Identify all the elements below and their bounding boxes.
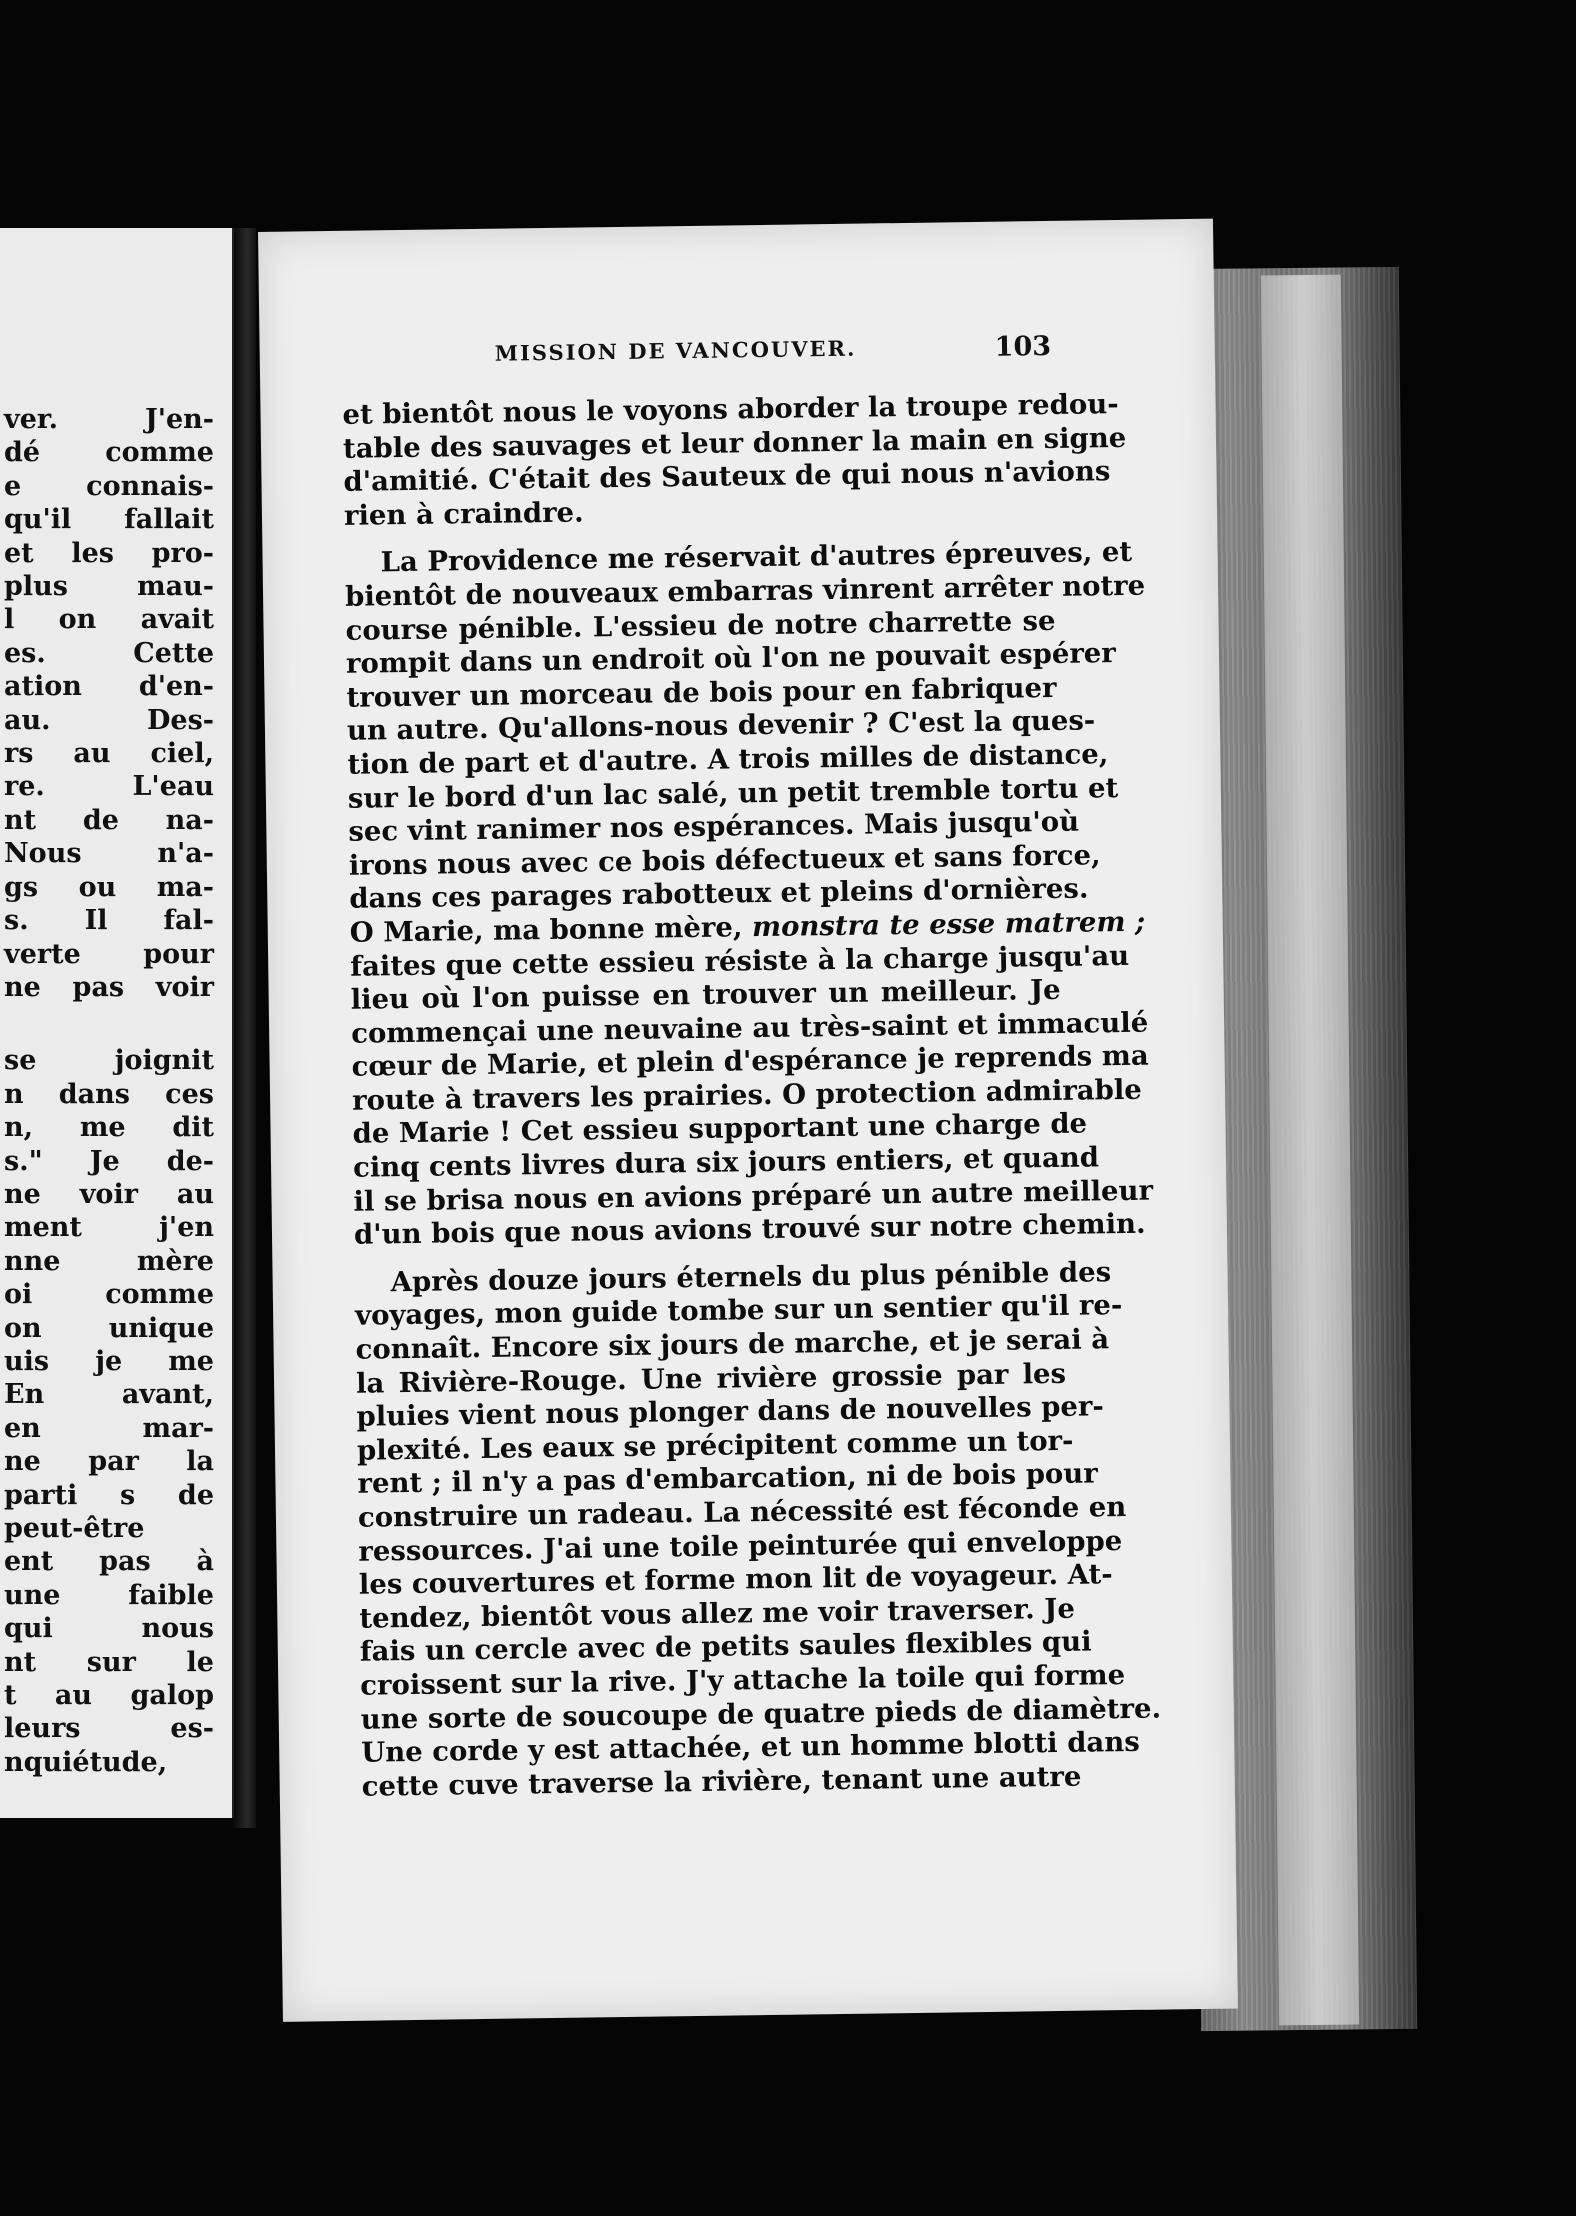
text-line: cœur de Marie, et plein d'espérance je reprends ma xyxy=(351,1039,1149,1084)
text-line: une sorte de soucoupe de quatre pieds de diamètre. xyxy=(360,1692,1162,1736)
text-line: e connais- xyxy=(4,470,214,502)
text-line: dé comme xyxy=(4,437,214,469)
text-line: ne par la xyxy=(4,1446,214,1478)
text-line: ne pas voir xyxy=(4,971,214,1003)
paragraph-1 xyxy=(342,388,1127,533)
text-line: qui nous xyxy=(4,1613,214,1645)
text-line: trouver un morceau de bois pour en fabriquer xyxy=(346,671,1057,714)
text-line: qu'il fallait xyxy=(4,504,214,536)
text-line: plus mau- xyxy=(4,571,214,603)
line-gap xyxy=(4,1004,214,1044)
text-line: pluies vient nous plonger dans de nouvelles per- xyxy=(356,1390,1105,1433)
text-line: se joignit xyxy=(4,1045,214,1077)
text-line: ressources. J'ai une toile peinturée qui enveloppe xyxy=(358,1524,1123,1568)
text-line: Une corde y est attachée, et un homme blotti dans xyxy=(361,1725,1140,1769)
text-line: route à travers les prairies. O protection admirable xyxy=(351,1073,1143,1117)
text-line: rompit dans un endroit où l'on ne pouvait espérer xyxy=(345,637,1117,680)
text-line: construire un radeau. La nécessité est féconde en xyxy=(357,1491,1127,1534)
text-line: en mar- xyxy=(4,1412,214,1444)
text-line: nt sur le xyxy=(4,1646,214,1678)
text-line: d'un bois que nous avions trouvé sur notre chemin. xyxy=(353,1207,1146,1252)
text-line: croissent sur la rive. J'y attache la toile qui forme xyxy=(360,1659,1126,1702)
text-line: s." Je de- xyxy=(4,1145,214,1177)
running-title: MISSION DE VANCOUVER. xyxy=(494,335,857,366)
text-line: es. Cette xyxy=(4,637,214,669)
text-line: t au galop xyxy=(4,1680,214,1712)
text-line: commençai une neuvaine au très-saint et immaculé xyxy=(350,1006,1149,1050)
text-line: irons nous avec ce bois défectueux et sans force, xyxy=(348,839,1101,882)
text-line: s. Il fal- xyxy=(4,905,214,937)
text-line: d'amitié. C'était des Sauteux de qui nous n'avions xyxy=(343,455,1111,499)
text-line: rien à craindre. xyxy=(343,496,584,532)
text-line: ation d'en- xyxy=(4,671,214,703)
running-head xyxy=(260,331,1060,382)
text-line: n, me dit xyxy=(4,1112,214,1144)
text-line: verte pour xyxy=(4,938,214,970)
text-line: leurs es- xyxy=(4,1713,214,1745)
text-line: bientôt de nouveaux embarras vinrent arrêter notre xyxy=(344,569,1146,613)
text-line: plexité. Les eaux se précipitent comme un tor- xyxy=(356,1424,1074,1467)
text-line: table des sauvages et leur donner la main en signe xyxy=(342,421,1127,465)
latin-phrase: monstra te esse matrem ; xyxy=(751,905,1146,944)
text-line: La Providence me réservait d'autres épreuves, et xyxy=(380,536,1133,579)
text-line: ver. J'en- xyxy=(4,404,214,435)
text-line: n dans ces xyxy=(4,1078,214,1110)
text-line: on unique xyxy=(4,1312,214,1344)
text-line: En avant, xyxy=(4,1379,214,1411)
text-line: re. L'eau xyxy=(4,771,214,803)
text-line: de Marie ! Cet essieu supportant une charge de xyxy=(352,1107,1088,1151)
text-line: fais un cercle avec de petits saules flexibles qui xyxy=(359,1625,1092,1669)
text-line: lieu où l'on puisse en trouver un meilleur. Je xyxy=(350,973,1061,1016)
page-body xyxy=(342,388,1162,1804)
text-line: voyages, mon guide tombe sur un sentier qu'il re- xyxy=(354,1289,1123,1333)
text-line: oi comme xyxy=(4,1279,214,1311)
text-line: gs ou ma- xyxy=(4,871,214,903)
text-line: ne voir au xyxy=(4,1178,214,1210)
text-line: ent pas à xyxy=(4,1546,214,1578)
text-line: peut-être xyxy=(4,1513,145,1544)
text-line: rent ; il n'y a pas d'embarcation, ni de bois pour xyxy=(357,1457,1098,1501)
text-line: dans ces parages rabotteux et pleins d'ornières. xyxy=(349,872,1089,916)
text-line: tion de part et d'autre. A trois milles de distance, xyxy=(347,738,1109,781)
paragraph-3 xyxy=(354,1256,1162,1804)
text-line: sec vint ranimer nos espérances. Mais jusqu'où xyxy=(348,805,1080,848)
text-line: Après douze jours éternels du plus pénible des xyxy=(390,1256,1112,1299)
text-line: uis je me xyxy=(4,1345,214,1377)
text-line: cinq cents livres dura six jours entiers, et quand xyxy=(352,1141,1100,1184)
text-line: les couvertures et forme mon lit de voyageur. At- xyxy=(358,1558,1113,1601)
text-line: course pénible. L'essieu de notre charrette se xyxy=(345,604,1056,647)
text-line: il se brisa nous en avions préparé un autre meilleur xyxy=(353,1174,1154,1218)
text-line: Nous n'a- xyxy=(4,838,214,870)
previous-page-text xyxy=(4,403,214,1779)
text-line: faites que cette essieu résiste à la charge jusqu'au xyxy=(350,939,1130,983)
text-line: connaît. Encore six jours de marche, et je serai à xyxy=(355,1323,1110,1366)
text-line: la Rivière-Rouge. Une rivière grossie par les xyxy=(355,1357,1067,1400)
previous-page xyxy=(0,228,235,1818)
text-line: ment j'en xyxy=(4,1212,214,1244)
text-line: nquiétude, xyxy=(4,1746,168,1778)
text-line: parti s de xyxy=(4,1479,214,1511)
text-line: et bientôt nous le voyons aborder la troupe redou- xyxy=(342,388,1119,431)
book-gutter xyxy=(234,228,256,1828)
page-number: 103 xyxy=(994,330,1052,363)
text-line: et les pro- xyxy=(4,537,214,569)
text-line: rs au ciel, xyxy=(4,738,214,770)
text-run: O Marie, ma bonne mère, xyxy=(349,911,753,949)
text-line: cette cuve traverse la rivière, tenant une autre xyxy=(361,1760,1082,1803)
paragraph-2-continued xyxy=(350,939,1154,1252)
text-line: un autre. Qu'allons-nous devenir ? C'est la ques- xyxy=(346,704,1096,748)
text-line: tendez, bientôt vous allez me voir traverser. Je xyxy=(359,1592,1076,1635)
text-line: l on avait xyxy=(4,604,214,636)
text-line: une faible xyxy=(4,1579,214,1611)
current-page xyxy=(258,219,1238,2022)
text-line: nt de na- xyxy=(4,804,214,836)
text-line: au. Des- xyxy=(4,704,214,736)
text-line: sur le bord d'un lac salé, un petit tremble tortu et xyxy=(347,771,1119,815)
text-line: nne mère xyxy=(4,1245,214,1277)
paragraph-2 xyxy=(344,536,1146,916)
